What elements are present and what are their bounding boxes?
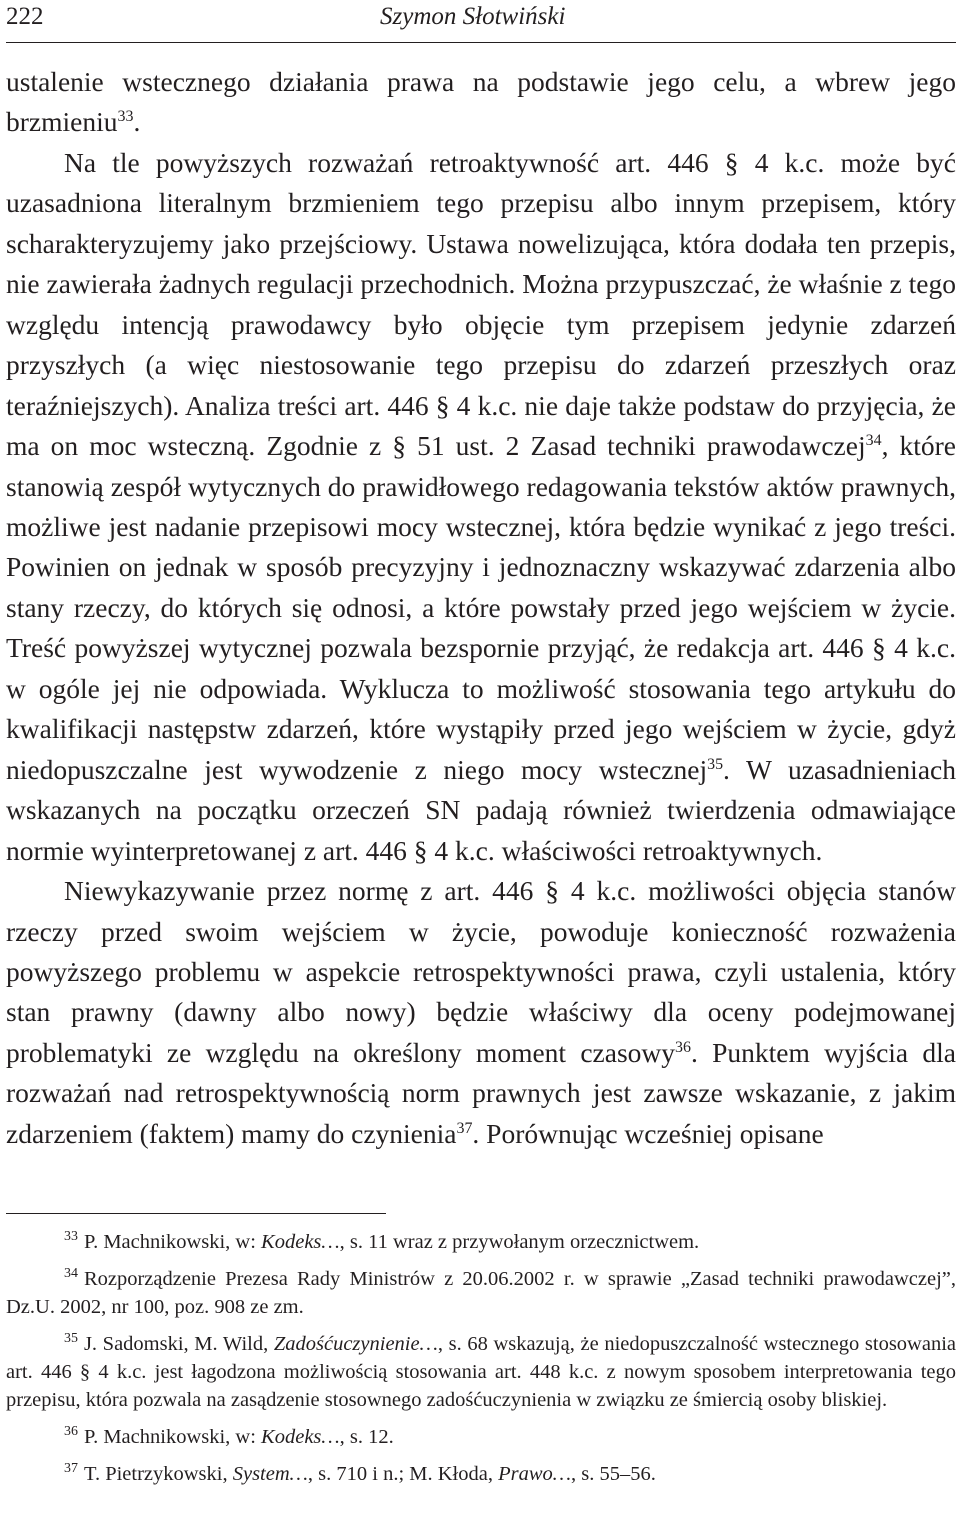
text-run: . Punktem wyjścia dla rozważań nad retrospektywnością norm prawnych jest zawsze wskazanie, z jakim zdarzeniem (faktem) mamy do czynienia: [6, 1036, 957, 1149]
footnote: [6, 1423, 956, 1451]
italic-title: Kodeks…: [261, 1231, 340, 1253]
footnote-number: 34: [64, 1266, 78, 1282]
body-paragraph: [6, 143, 956, 871]
footnotes: [6, 1228, 956, 1497]
text-run: , które stanowią zespół wytycznych do prawidłowego redagowania tekstów aktów prawnych, możliwe jest nadanie przepisowi mocy wstecznej, która będzie wynikać z jego treści. Powinien on jednak w sposób precyzyjny i jednoznaczny wskazywać zdarzenia albo stany rzeczy, do których się odnosi, a które powstały przed jego wejściem w życie. Treść powyższej wytycznej pozwala bezspornie przyjąć, że redakcja art. 446 § 4 k.c. w ogóle jej nie odpowiada. Wyklucza to możliwość stosowania tego artykułu do kwalifikacji następstw zdarzeń, które wystąpiły przed jego wejściem w życie, gdyż niedopuszczalne jest wywodzenie z niego mocy wstecznej: [6, 430, 956, 785]
footnote: [6, 1228, 956, 1256]
italic-title: Prawo…: [498, 1463, 571, 1485]
footnote-number: 37: [64, 1461, 78, 1477]
footnote: [6, 1460, 956, 1488]
italic-title: System…: [232, 1463, 308, 1485]
text-run: J. Sadomski, M. Wild,: [83, 1333, 274, 1355]
header-rule: [6, 42, 956, 43]
footnote-reference: 34: [865, 431, 882, 449]
footnote: [6, 1330, 956, 1414]
text-run: P. Machnikowski, w:: [83, 1426, 262, 1448]
text-run: . W uzasadnieniach wskazanych na początku orzeczeń SN padają również twierdzenia odmawiające normie wyinterpretowanej z art. 446 § 4 k.c. właściwości retroaktywnych.: [6, 753, 956, 866]
text-run: , s. 710 i n.; M. Kłoda,: [307, 1463, 499, 1485]
footnote-number: 35: [64, 1331, 78, 1347]
text-run: P. Machnikowski, w:: [83, 1231, 262, 1253]
text-run: Rozporządzenie Prezesa Rady Ministrów z 20.06.2002 r. w sprawie „Zasad techniki prawodawczej”, Dz.U. 2002, nr 100, poz. 908 ze zm.: [6, 1268, 956, 1318]
text-run: , s. 12.: [339, 1426, 394, 1448]
body-paragraph: [6, 871, 956, 1154]
text-run: T. Pietrzykowski,: [83, 1463, 233, 1485]
footnote-number: 36: [64, 1424, 78, 1440]
footnote-reference: 36: [675, 1038, 691, 1056]
body-paragraph: [6, 62, 956, 143]
text-run: , s. 68 wskazują, że niedopuszczalność wstecznego stosowania art. 446 § 4 k.c. jest łagodzona możliwością stosowania art. 448 k.c. z nowym sposobem interpretowania tego przepisu, która pozwala na zasądzenie stosownego zadośćuczynienia w związku ze śmiercią osoby bliskiej.: [6, 1333, 956, 1411]
text-run: ustalenie wstecznego działania prawa na podstawie jego celu, a wbrew jego brzmieniu: [6, 66, 956, 138]
footnote-separator: [6, 1213, 386, 1214]
page-header: [0, 0, 960, 48]
text-run: Niewykazywanie przez normę z art. 446 § 4 k.c. możliwości objęcia stanów rzeczy przed swoim wejściem w życie, powoduje konieczność rozważenia powyższego problemu w aspekcie retrospektywności prawa, czyli ustalenia, który stan prawny (dawny albo nowy) będzie właściwy dla oceny podejmowanej problematyki ze względu na określony moment czasowy: [6, 875, 956, 1068]
running-head-author: Szymon Słotwiński: [380, 3, 566, 30]
text-run: . Porównując wcześniej opisane: [472, 1117, 824, 1149]
footnote-number: 33: [64, 1229, 78, 1245]
text-run: , s. 55–56.: [571, 1463, 656, 1485]
footnote-reference: 35: [707, 755, 724, 773]
text-run: , s. 11 wraz z przywołanym orzecznictwem.: [339, 1231, 700, 1253]
italic-title: Kodeks…: [261, 1426, 340, 1448]
page-number: 222: [6, 3, 44, 30]
text-run: .: [133, 106, 141, 138]
italic-title: Zadośćuczynienie…: [273, 1333, 438, 1355]
footnote-reference: 33: [117, 108, 134, 126]
main-text: [6, 62, 956, 1154]
footnote: [6, 1265, 956, 1321]
text-run: Na tle powyższych rozważań retroaktywność art. 446 § 4 k.c. może być uzasadniona literalnym brzmieniem tego przepisu albo innym przepisem, który scharakteryzujemy jako przejściowy. Ustawa nowelizująca, która dodała ten przepis, nie zawierała żadnych regulacji przechodnich. Można przypuszczać, że właśnie z tego względu intencją prawodawcy było objęcie tym przepisem jedynie zdarzeń przyszłych (a więc niestosowanie tego przepisu do zdarzeń przeszłych oraz teraźniejszych). Analiza treści art. 446 § 4 k.c. nie daje także podstaw do przyjęcia, że ma on moc wsteczną. Zgodnie z § 51 ust. 2 Zasad techniki prawodawczej: [6, 146, 956, 462]
footnote-reference: 37: [456, 1119, 473, 1137]
